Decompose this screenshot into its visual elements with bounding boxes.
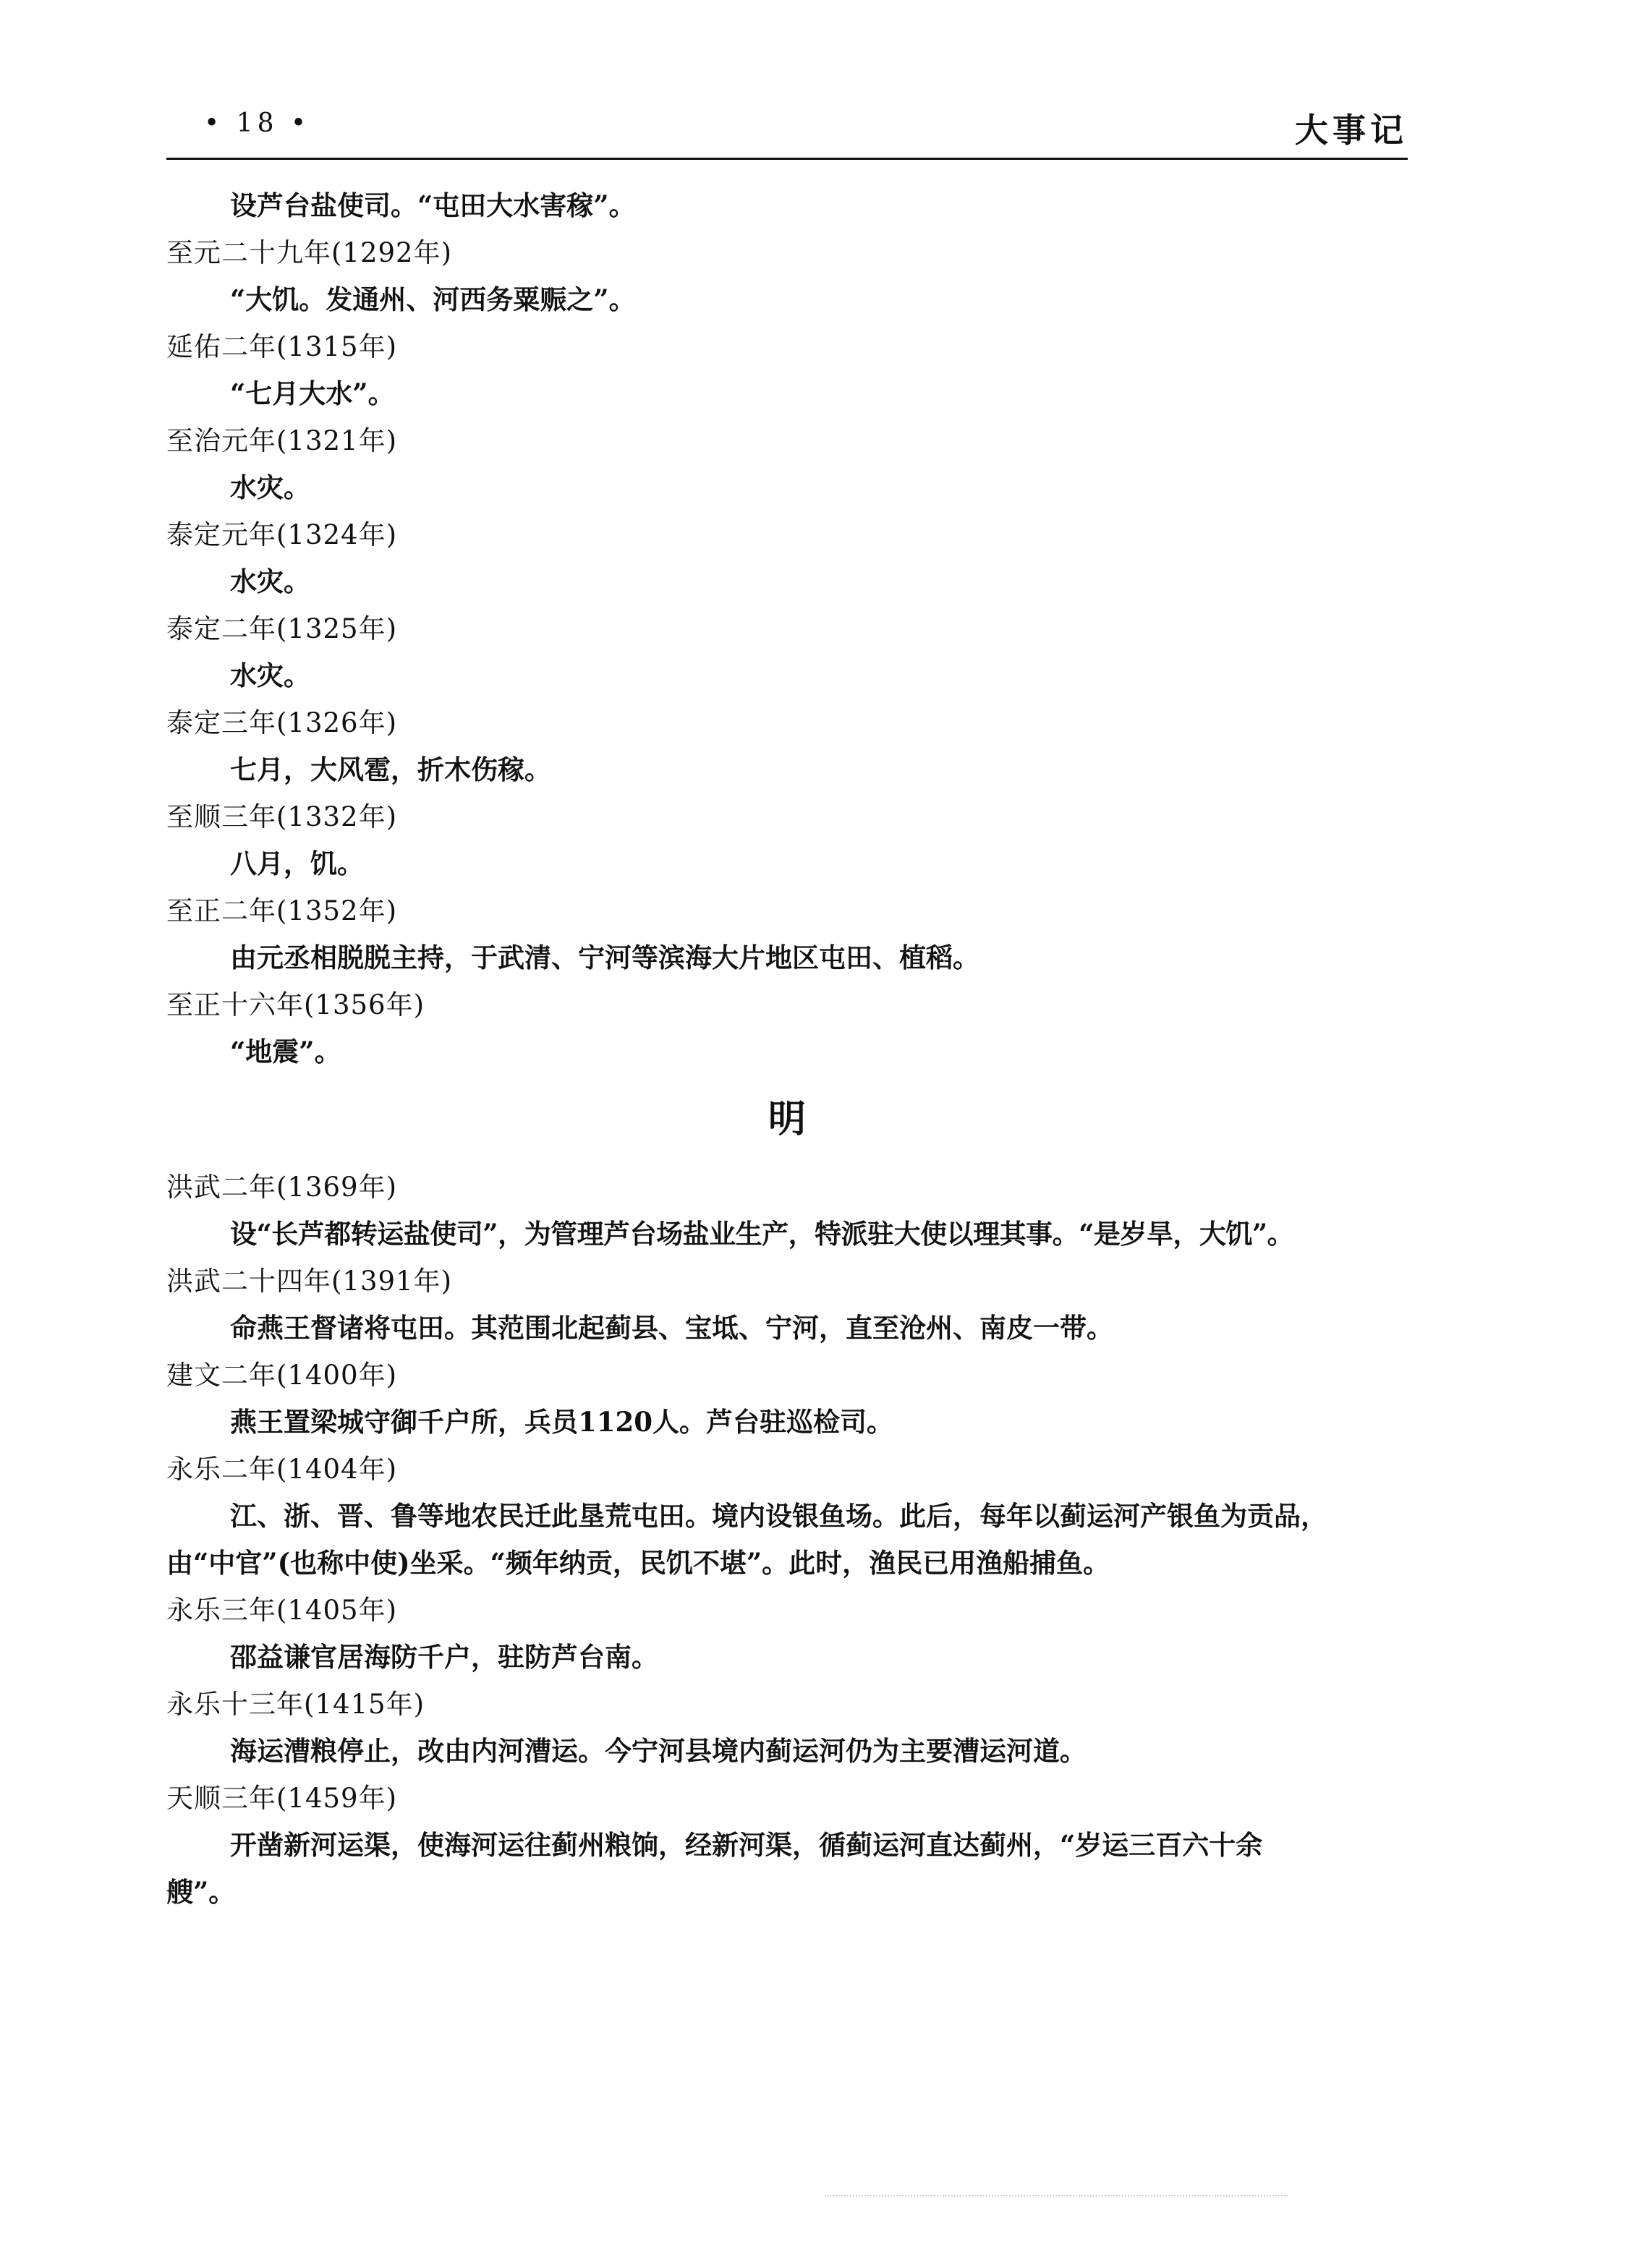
event-text: “大饥。发通州、河西务粟赈之”。 [230,284,636,315]
event-text: “地震”。 [230,1036,341,1067]
year-entry: 至元二十九年(1292年) [166,237,453,268]
year-entry: 泰定元年(1324年) [166,519,398,550]
event-text: “七月大水”。 [230,378,395,409]
event-text-continuation: 由“中官”(也称中使)坐采。“频年纳贡，民饥不堪”。此时，渔民已用渔船捕鱼。 [166,1547,1110,1579]
year-entry: 泰定二年(1325年) [166,613,398,644]
scan-artifact [825,2195,1288,2202]
event-text: 邵益谦官居海防千户，驻防芦台南。 [230,1641,658,1673]
event-text: 水灾。 [230,566,310,597]
event-text: 水灾。 [230,472,310,503]
year-entry: 永乐二年(1404年) [166,1454,398,1485]
page-number: • 18 • [204,108,311,138]
year-entry: 天顺三年(1459年) [166,1783,398,1814]
dynasty-heading: 明 [768,1097,806,1141]
year-entry: 至正十六年(1356年) [166,989,425,1020]
year-entry: 至顺三年(1332年) [166,801,398,832]
year-entry: 永乐三年(1405年) [166,1595,398,1626]
year-entry: 至正二年(1352年) [166,895,398,926]
event-text: 命燕王督诸将屯田。其范围北起蓟县、宝坻、宁河，直至沧州、南皮一带。 [230,1312,1113,1344]
event-text: 由元丞相脱脱主持，于武清、宁河等滨海大片地区屯田、植稻。 [230,942,979,973]
year-entry: 建文二年(1400年) [166,1360,398,1391]
event-text: 设“长芦都转运盐使司”，为管理芦台场盐业生产，特派驻大使以理其事。“是岁旱，大饥”。 [230,1218,1294,1250]
event-text-continuation: 艘”。 [166,1876,236,1908]
event-text: 开凿新河运渠，使海河运往蓟州粮饷，经新河渠，循蓟运河直达蓟州，“岁运三百六十余 [230,1829,1263,1861]
chronicle-body [166,182,1408,1916]
event-text: 燕王置梁城守御千户所，兵员1120人。芦台驻巡检司。 [230,1406,893,1438]
event-text: 设芦台盐使司。“屯田大水害稼”。 [230,189,636,221]
year-entry: 泰定三年(1326年) [166,707,398,738]
running-head-section-title: 大事记 [1295,111,1408,150]
year-entry: 至治元年(1321年) [166,425,398,456]
year-entry: 洪武二年(1369年) [166,1172,398,1203]
page-header [166,108,1408,149]
event-text: 海运漕粮停止，改由内河漕运。今宁河县境内蓟运河仍为主要漕运河道。 [230,1735,1087,1767]
event-text: 水灾。 [230,660,310,691]
event-text: 七月，大风雹，折木伤稼。 [230,754,551,785]
year-entry: 永乐十三年(1415年) [166,1689,425,1720]
year-entry: 洪武二十四年(1391年) [166,1266,453,1297]
year-entry: 延佑二年(1315年) [166,331,398,362]
event-text: 八月，饥。 [230,848,364,879]
event-text: 江、浙、晋、鲁等地农民迁此垦荒屯田。境内设银鱼场。此后，每年以蓟运河产银鱼为贡品， [230,1500,1327,1532]
header-rule [166,158,1408,160]
